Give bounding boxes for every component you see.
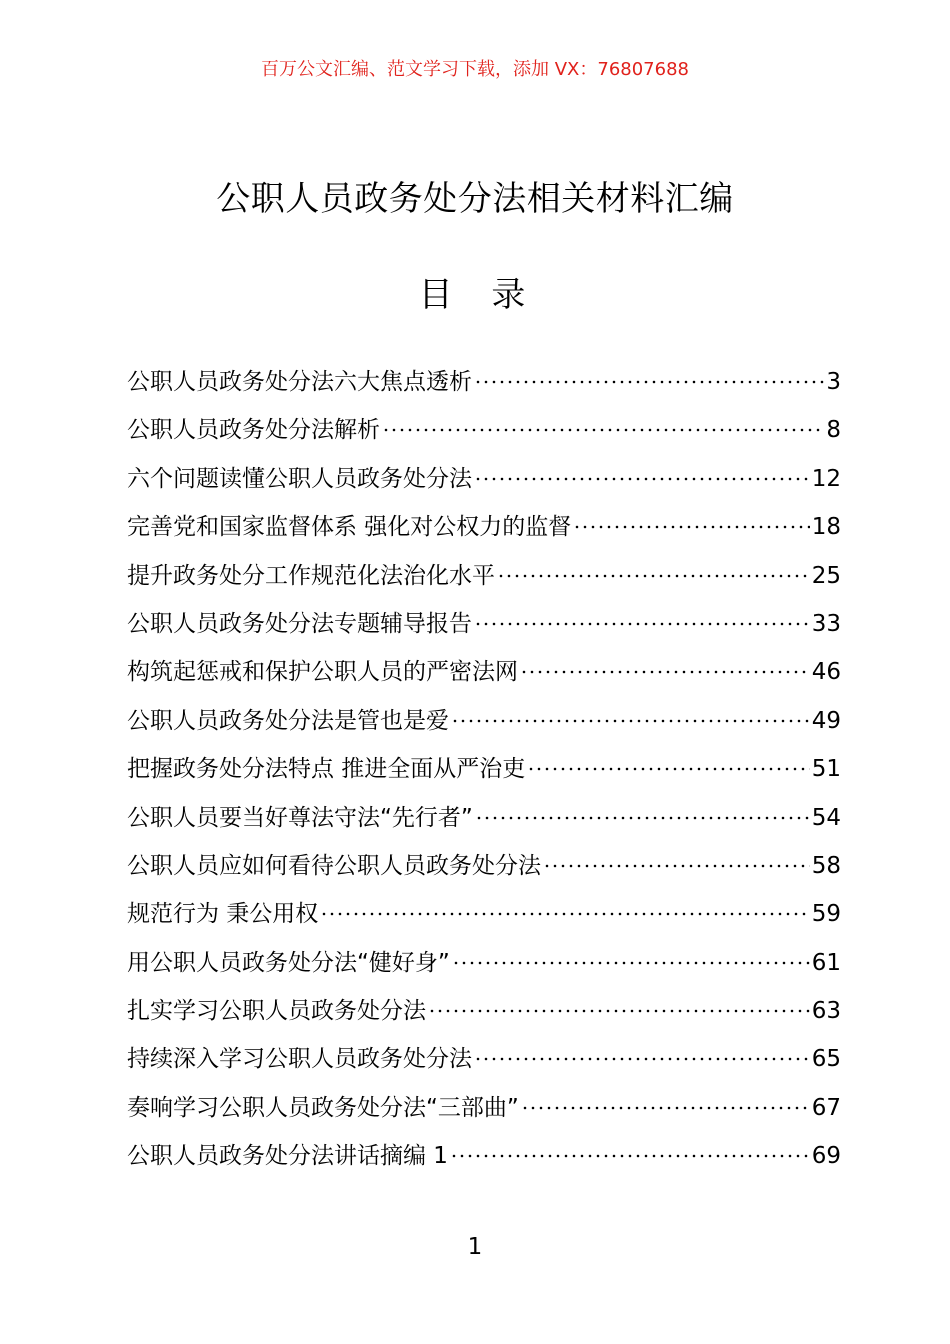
toc-entry[interactable] — [127, 892, 841, 940]
toc-entry-title: 扎实学习公职人员政务处分法 — [127, 998, 426, 1025]
toc-dot-leader — [474, 1057, 810, 1061]
toc-entry-title: 完善党和国家监督体系 强化对公权力的监督 — [127, 514, 572, 541]
toc-entry-title: 六个问题读懂公职人员政务处分法 — [127, 465, 472, 492]
toc-entry-title: 奏响学习公职人员政务处分法“三部曲” — [127, 1094, 519, 1121]
toc-entry-page: 51 — [811, 756, 841, 783]
toc-entry-title: 构筑起惩戒和保护公职人员的严密法网 — [127, 659, 518, 686]
toc-dot-leader — [382, 428, 824, 432]
toc-dot-leader — [320, 912, 809, 916]
toc-dot-leader — [520, 670, 810, 674]
toc-entry-page: 46 — [811, 659, 841, 686]
toc-dot-leader — [451, 719, 810, 723]
toc-entry-page: 63 — [811, 998, 841, 1025]
toc-entry[interactable] — [127, 408, 841, 456]
toc-entry-page: 12 — [811, 465, 841, 492]
toc-entry-title: 公职人员要当好尊法守法“先行者” — [127, 804, 473, 831]
toc-dot-leader — [543, 864, 810, 868]
toc-entry-page: 54 — [811, 804, 841, 831]
toc-entry-page: 25 — [811, 562, 841, 589]
toc-heading: 目 录 — [418, 275, 540, 315]
toc-dot-leader — [450, 1154, 810, 1158]
toc-entry-title: 公职人员政务处分法六大焦点透析 — [127, 369, 472, 395]
page-number: 1 — [467, 1234, 483, 1260]
toc-entry-page: 8 — [826, 417, 841, 444]
toc-entry[interactable] — [127, 796, 841, 844]
toc-entry-title: 公职人员政务处分法专题辅导报告 — [127, 610, 472, 637]
toc-entry-title: 规范行为 秉公用权 — [127, 901, 319, 928]
document-title: 公职人员政务处分法相关材料汇编 — [216, 179, 734, 219]
toc-entry[interactable] — [127, 602, 841, 650]
toc-entry[interactable] — [127, 1134, 841, 1182]
toc-entry[interactable] — [127, 554, 841, 602]
toc-entry-title: 持续深入学习公职人员政务处分法 — [127, 1046, 472, 1073]
toc-entry[interactable] — [127, 989, 841, 1037]
toc-entry[interactable] — [127, 457, 841, 505]
toc-entry[interactable] — [127, 844, 841, 892]
toc-dot-leader — [521, 1106, 810, 1110]
toc-dot-leader — [497, 574, 810, 578]
toc-entry[interactable] — [127, 1086, 841, 1134]
toc-entry[interactable] — [127, 747, 841, 795]
toc-entry[interactable] — [127, 505, 841, 553]
toc-dot-leader — [573, 525, 809, 529]
toc-entry-page: 59 — [811, 901, 841, 928]
toc-entry-page: 49 — [811, 707, 841, 734]
toc-dot-leader — [474, 622, 810, 626]
toc-dot-leader — [475, 816, 810, 820]
table-of-contents — [127, 360, 841, 1183]
toc-entry[interactable] — [127, 650, 841, 698]
toc-dot-leader — [474, 477, 810, 481]
toc-entry-page: 33 — [811, 610, 841, 637]
toc-entry-page: 18 — [811, 514, 841, 541]
toc-entry-page: 65 — [811, 1046, 841, 1073]
toc-entry-title: 用公职人员政务处分法“健好身” — [127, 949, 450, 976]
toc-entry-page: 67 — [811, 1094, 841, 1121]
toc-dot-leader — [452, 961, 810, 965]
toc-entry-page: 3 — [826, 369, 841, 395]
toc-entry-title: 公职人员政务处分法解析 — [127, 417, 380, 444]
toc-dot-leader — [474, 380, 824, 384]
toc-entry-title: 公职人员应如何看待公职人员政务处分法 — [127, 852, 541, 879]
header-watermark-note: 百万公文汇编、范文学习下载，添加 VX：76807688 — [261, 59, 689, 80]
toc-dot-leader — [527, 767, 809, 771]
toc-entry[interactable] — [127, 699, 841, 747]
toc-entry-title: 公职人员政务处分法是管也是爱 — [127, 707, 449, 734]
toc-entry-title: 提升政务处分工作规范化法治化水平 — [127, 562, 495, 589]
toc-entry-page: 58 — [811, 852, 841, 879]
toc-entry-title: 公职人员政务处分法讲话摘编 1 — [127, 1143, 448, 1170]
toc-entry[interactable] — [127, 360, 841, 408]
toc-entry[interactable] — [127, 941, 841, 989]
toc-entry-title: 把握政务处分法特点 推进全面从严治吏 — [127, 756, 526, 783]
toc-dot-leader — [428, 1009, 810, 1013]
toc-entry-page: 69 — [811, 1143, 841, 1170]
toc-entry[interactable] — [127, 1037, 841, 1085]
toc-entry-page: 61 — [811, 949, 841, 976]
